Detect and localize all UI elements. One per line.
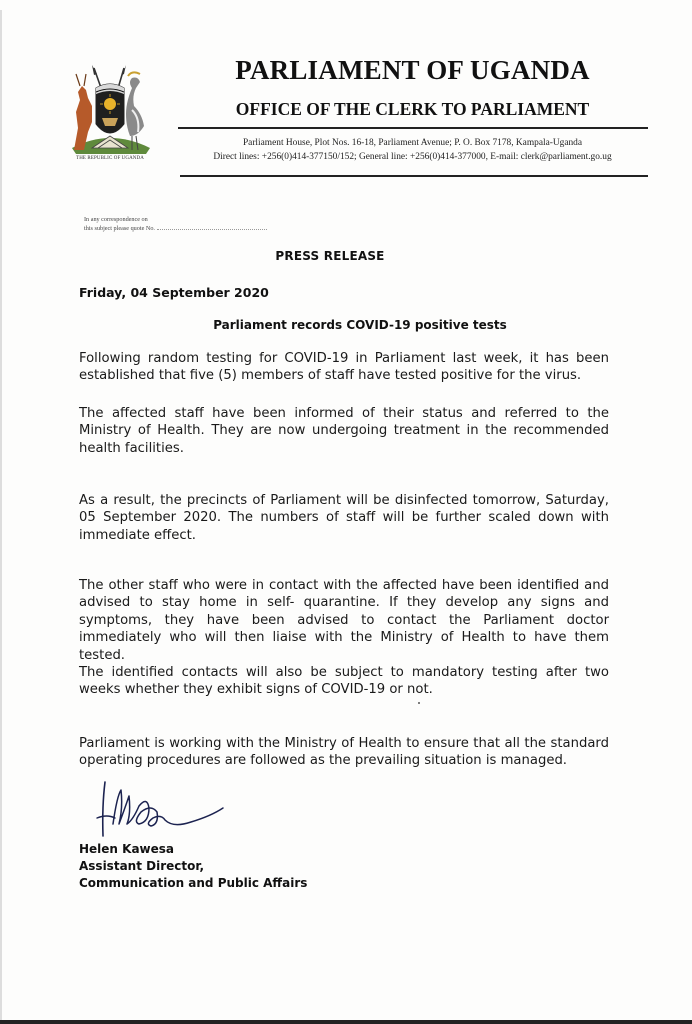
handwritten-signature-icon [95,778,245,840]
contact-line: Direct lines: +256(0)414-377150/152; General line: +256(0)414-377000, E-mail: clerk@parliament.go.ug [213,152,612,162]
press-release-label: PRESS RELEASE [275,249,385,263]
page-edge [0,10,2,1020]
correspondence-line2: this subject please quote No. [84,225,155,232]
body-paragraph: The identified contacts will also be subject to mandatory testing after two weeks whether they exhibit signs of COVID-19 or not. [79,665,609,698]
signatory-title: Assistant Director, [79,859,205,873]
reference-number-blank [157,229,267,230]
page-bottom-edge [0,1020,692,1024]
header-divider-bottom [180,175,648,177]
letterhead-address [180,136,645,164]
header-divider-top [178,127,648,129]
body-paragraph: The affected staff have been informed of their status and referred to the Ministry of Health. They are now undergoing treatment in the recommended health facilities. [79,406,609,456]
paper-speck [418,702,420,704]
body-paragraph: Parliament is working with the Ministry of Health to ensure that all the standard operating procedures are followed as the prevailing situation is managed. [79,736,609,769]
letterhead-subtitle: OFFICE OF THE CLERK TO PARLIAMENT [235,99,590,119]
letterhead-title: PARLIAMENT OF UGANDA [235,55,590,85]
correspondence-line1: In any correspondence on [84,216,148,223]
body-paragraph: The other staff who were in contact with the affected have been identified and advised to stay home in self- quarantine. If they develop any signs and symptoms, they have been advised to contact the Parliament doctor immediately who will then liaise with the Ministry of Health to have them tested. [79,578,609,663]
crest-caption: THE REPUBLIC OF UGANDA [76,156,144,161]
body-paragraph: Following random testing for COVID-19 in Parliament last week, it has been established that five (5) members of staff have tested positive for the virus. [79,351,609,384]
signatory-department: Communication and Public Affairs [79,876,308,890]
signatory-name: Helen Kawesa [79,842,175,856]
body-paragraph: As a result, the precincts of Parliament will be disinfected tomorrow, Saturday, 05 September 2020. The numbers of staff will be further scaled down with immediate effect. [79,493,609,543]
correspondence-note [84,215,267,233]
address-line: Parliament House, Plot Nos. 16-18, Parliament Avenue; P. O. Box 7178, Kampala-Uganda [242,138,583,148]
release-date: Friday, 04 September 2020 [79,285,269,300]
release-headline: Parliament records COVID-19 positive tests [213,318,507,332]
coat-of-arms-icon [62,62,158,162]
